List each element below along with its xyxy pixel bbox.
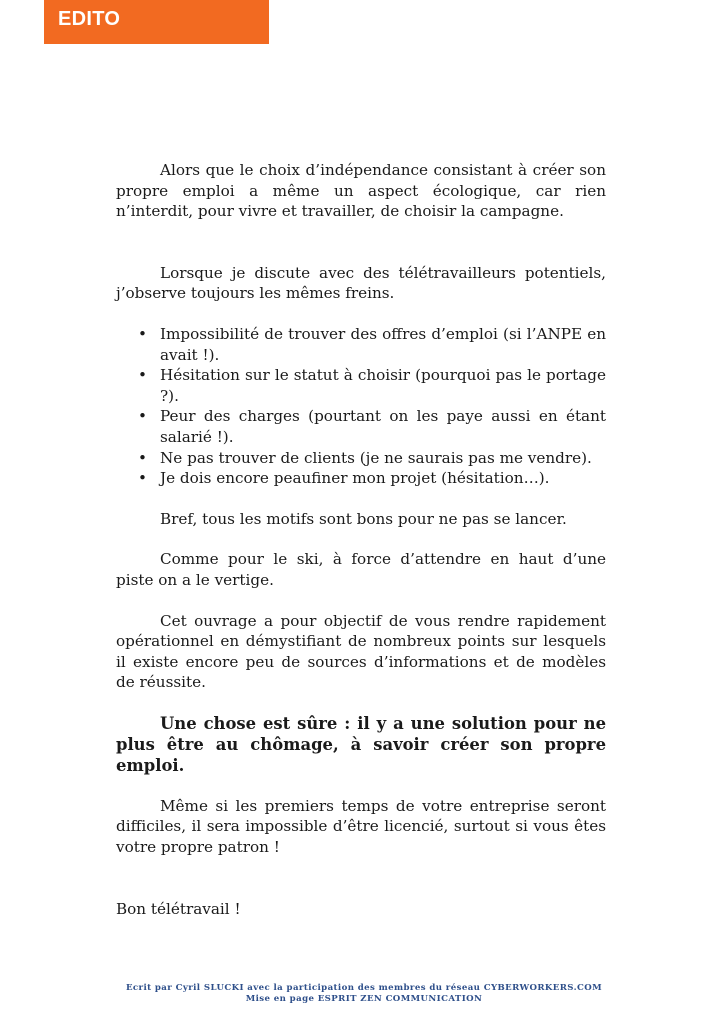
section-header-tab <box>44 0 269 44</box>
bullet-icon: • <box>138 448 147 467</box>
list-item <box>116 324 606 365</box>
paragraph-freins: Lorsque je discute avec des télétravailleurs potentiels, j’observe toujours les mêmes freins. <box>116 263 606 303</box>
bullet-icon: • <box>138 324 147 343</box>
list-item <box>116 468 606 489</box>
freins-list <box>116 324 606 489</box>
bullet-icon: • <box>138 366 147 385</box>
bullet-icon: • <box>138 469 147 488</box>
list-item-text: Ne pas trouver de clients (je ne saurais pas me vendre). <box>160 448 592 467</box>
list-item <box>116 365 606 406</box>
closing-line: Bon télétravail ! <box>116 899 241 918</box>
footer-credits: Ecrit par Cyril SLUCKI avec la participation des membres du réseau CYBERWORKERS.COM <box>125 983 603 993</box>
paragraph-bref: Bref, tous les motifs sont bons pour ne pas se lancer. <box>160 509 567 528</box>
bullet-icon: • <box>138 407 147 426</box>
footer-layout-credit: Mise en page ESPRIT ZEN COMMUNICATION <box>245 994 483 1004</box>
paragraph-patron: Même si les premiers temps de votre entreprise seront difficiles, il sera impossible d’être licencié, surtout si vous êtes votre propre patron ! <box>116 796 606 857</box>
paragraph-intro: Alors que le choix d’indépendance consistant à créer son propre emploi a même un aspect écologique, car rien n’interdit, pour vivre et travailler, de choisir la campagne. <box>116 161 606 221</box>
paragraph-solution: Une chose est sûre : il y a une solution pour ne plus être au chômage, à savoir créer son propre emploi. <box>116 713 606 775</box>
paragraph-ouvrage: Cet ouvrage a pour objectif de vous rendre rapidement opérationnel en démystifiant de nombreux points sur lesquels il existe encore peu de sources d’informations et de modèles de réussite. <box>116 611 606 692</box>
list-item-text: Je dois encore peaufiner mon projet (hésitation…). <box>160 469 550 488</box>
list-item <box>116 448 606 469</box>
list-item <box>116 406 606 447</box>
list-item-text: Impossibilité de trouver des offres d’emploi (si l’ANPE en avait !). <box>160 324 606 364</box>
section-title: EDITO <box>58 8 121 30</box>
list-item-text: Hésitation sur le statut à choisir (pourquoi pas le portage ?). <box>160 366 606 405</box>
edito-body <box>116 160 606 919</box>
page-footer <box>0 983 728 1005</box>
paragraph-ski: Comme pour le ski, à force d’attendre en haut d’une piste on a le vertige. <box>116 550 606 589</box>
list-item-text: Peur des charges (pourtant on les paye aussi en étant salarié !). <box>160 407 606 446</box>
